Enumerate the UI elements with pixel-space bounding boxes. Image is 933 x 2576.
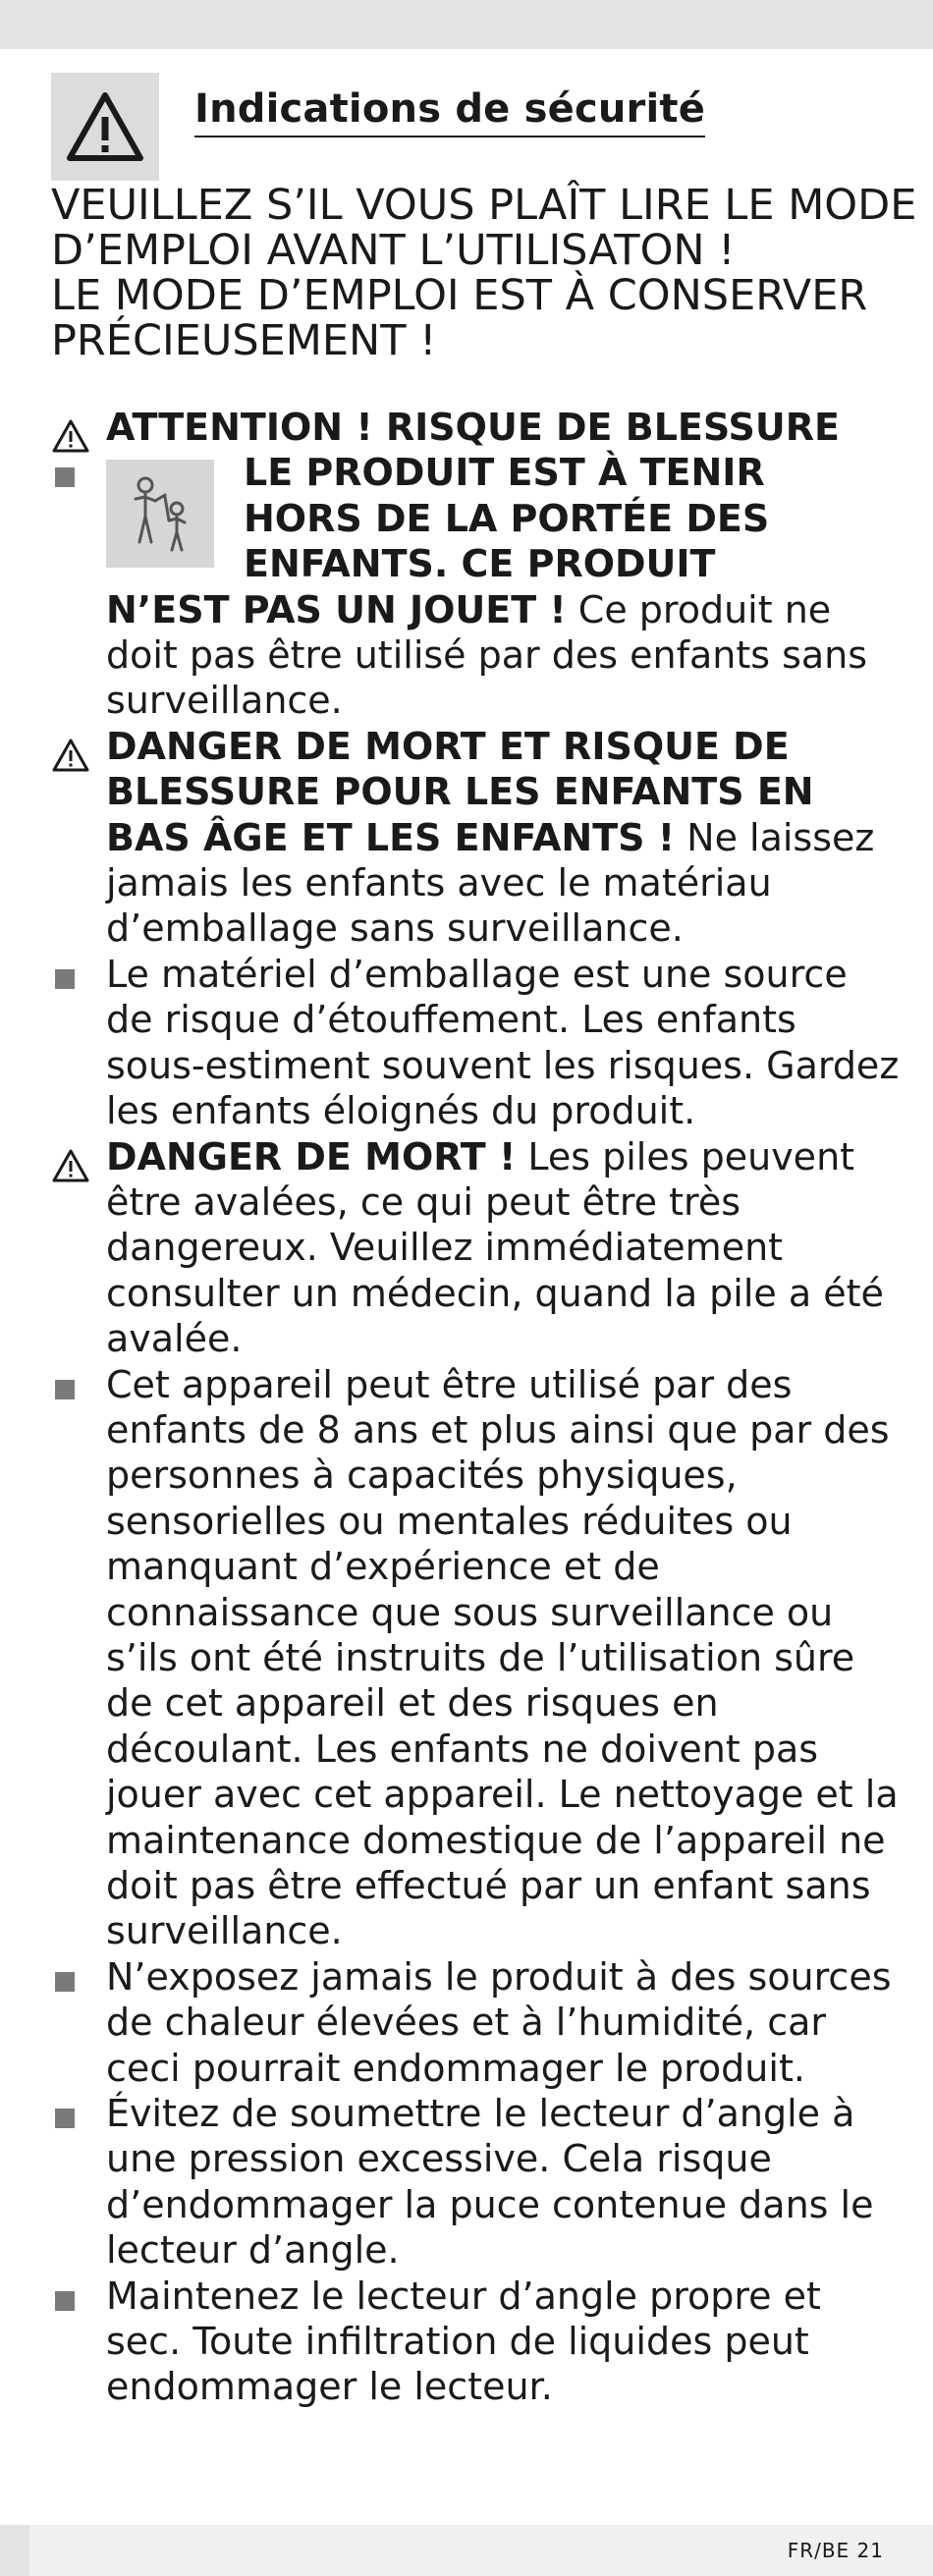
text-line: HORS DE LA PORTÉE DES: [244, 496, 770, 540]
page-title: Indications de sécurité: [194, 86, 705, 137]
warning-triangle-icon: [51, 1148, 90, 1183]
intro-line: PRÉCIEUSEMENT !: [51, 316, 437, 365]
safety-list: [51, 405, 906, 2410]
heat-item: [51, 1954, 906, 2091]
bullet-square: [55, 467, 75, 487]
warning-triangle-icon: [51, 418, 90, 454]
warning-icon-box: [51, 73, 159, 181]
text-line: LE PRODUIT EST À TENIR: [244, 451, 765, 495]
body-text: N’exposez jamais le produit à des sources de chaleur élevées et à l’humidité, car ceci pourrait endommager le produit.: [106, 1954, 892, 2090]
bold-text: DANGER DE MORT ET RISQUE DE BLESSURE POUR LES ENFANTS EN BAS ÂGE ET LES ENFANTS !: [106, 724, 814, 859]
top-band: [0, 0, 933, 49]
section-header: [51, 73, 896, 181]
intro-line: VEUILLEZ S’IL VOUS PLAÎT LIRE LE MODE: [51, 181, 917, 230]
clean-item: [51, 2274, 906, 2410]
children-warning-text: [106, 587, 906, 724]
child-pictogram-box: [106, 460, 214, 568]
body-text: Le matériel d’emballage est une source de risque d’étouffement. Les enfants sous-estiment souvent les risques. Gardez les enfants éloignés du produit.: [106, 952, 900, 1133]
intro-warning: [51, 181, 917, 365]
body-text: Les piles peuvent être avalées, ce qui peut être très dangereux. Veuillez immédiatement consulter un médecin, quand la pile a été avalée.: [106, 1134, 884, 1361]
children-warning-bold-lines: [244, 450, 769, 586]
attention-heading-item: [51, 405, 906, 450]
child-supervision-icon: [122, 471, 198, 556]
footer-marker: [0, 2525, 29, 2576]
bold-text: N’EST PAS UN JOUET !: [106, 587, 567, 631]
danger-battery-item: [51, 1134, 906, 1362]
page-number: FR/BE 21: [787, 2539, 884, 2562]
intro-line: D’EMPLOI AVANT L’UTILISATON !: [51, 226, 736, 275]
text-line: ENFANTS. CE PRODUIT: [244, 542, 716, 586]
appliance-item: [51, 1362, 906, 1954]
bullet-square: [55, 969, 75, 989]
bullet-square: [55, 1972, 75, 1992]
body-text: Ne laissez jamais les enfants avec le matériau d’emballage sans surveillance.: [106, 815, 875, 951]
warning-triangle-icon: [66, 87, 144, 166]
body-text: Cet appareil peut être utilisé par des enfants de 8 ans et plus ainsi que par des personnes à capacités physiques, sensorielles ou mentales réduites ou manquant d’expérience et de connaissance que sous surveillance ou s’ils ont été instruits de l’utilisation sûre de cet appareil et des risques en découlant. Les enfants ne doivent pas jouer avec cet appareil. Le nettoyage et la maintenance domestique de l’appareil ne doit pas être effectué par un enfant sans surveillance.: [106, 1362, 899, 1953]
warning-triangle-icon: [51, 738, 90, 773]
danger-children-item: [51, 724, 906, 952]
bullet-square: [55, 2109, 75, 2128]
bullet-square: [55, 1380, 75, 1399]
packaging-item: [51, 952, 906, 1134]
body-text: Évitez de soumettre le lecteur d’angle à une pression excessive. Cela risque d’endommager la puce contenue dans le lecteur d’angle.: [106, 2092, 874, 2273]
bold-text: DANGER DE MORT !: [106, 1134, 517, 1178]
bullet-square: [55, 2291, 75, 2311]
body-text: Maintenez le lecteur d’angle propre et sec. Toute infiltration de liquides peut endommager le lecteur.: [106, 2274, 821, 2409]
pressure-item: [51, 2091, 906, 2274]
children-warning-item: [51, 450, 906, 723]
attention-heading: ATTENTION ! RISQUE DE BLESSURE: [106, 406, 840, 449]
intro-line: LE MODE D’EMPLOI EST À CONSERVER: [51, 271, 868, 320]
body-text: Ce produit ne doit pas être utilisé par des enfants sans surveillance.: [106, 587, 868, 723]
